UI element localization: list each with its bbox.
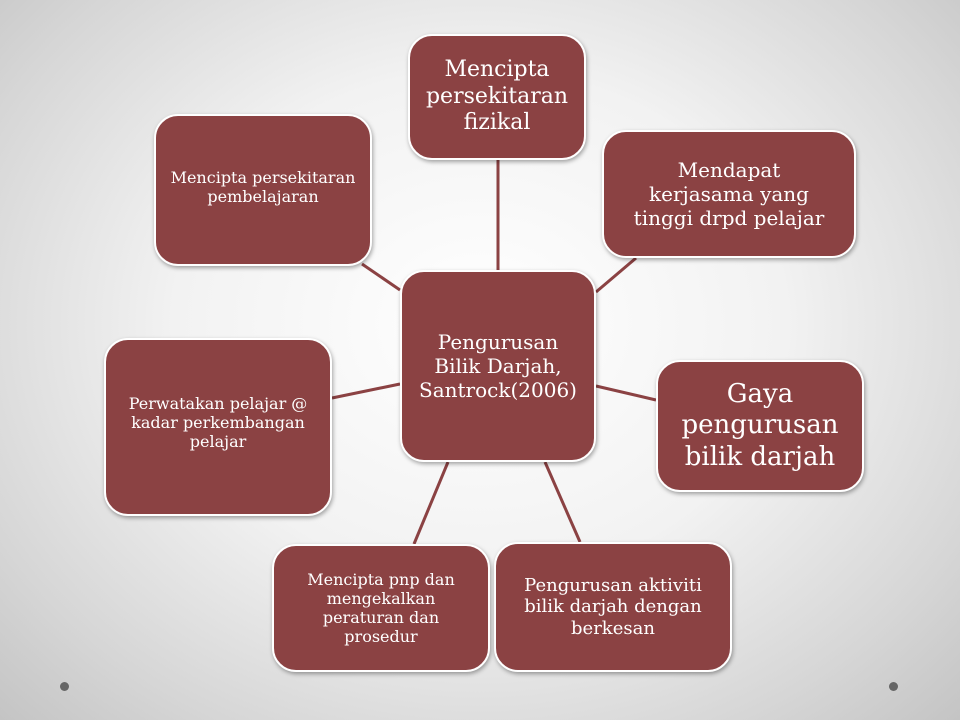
slide-dot-left [60,682,69,691]
node-line: Perwatakan pelajar @ [128,394,308,413]
node-mencipta-pnp [272,544,490,672]
node-line: Mencipta persekitaran [170,168,356,187]
node-line: Mencipta [444,57,550,83]
connector-left [332,384,400,398]
slide-dot-right [889,682,898,691]
node-line: Gaya [726,379,794,410]
node-perwatakan-pelajar [104,338,332,516]
node-gaya-pengurusan [656,360,864,492]
center-line: Bilik Darjah, [434,354,562,378]
node-line: pengurusan [681,410,839,441]
center-node-pengurusan-bilik-darjah [400,270,596,462]
node-line: Pengurusan aktiviti [524,574,702,596]
node-line: bilik darjah dengan [524,596,702,618]
connector-bottom-right [545,462,580,542]
connector-bottom-left [414,462,448,544]
node-line: kadar perkembangan [131,413,305,433]
node-line: peraturan dan [322,608,440,627]
node-line: prosedur [344,627,418,647]
node-line: persekitaran [425,83,569,109]
center-line: Pengurusan [437,330,559,354]
node-line: bilik darjah [684,441,836,472]
connector-right [596,386,656,400]
node-line: tinggi drpd pelajar [633,206,825,230]
node-line: kerjasama yang [649,182,809,206]
node-pengurusan-aktiviti [494,542,732,672]
center-line: Santrock(2006) [419,378,577,402]
node-mencipta-persekitaran-pembelajaran [154,114,372,266]
node-line: fizikal [463,110,531,136]
connector-top-left [362,264,400,290]
node-line: Mendapat [677,158,781,182]
node-line: pelajar [189,432,247,452]
node-mendapat-kerjasama [602,130,856,258]
node-line: pembelajaran [207,187,319,207]
connector-top-right [596,258,636,292]
node-line: mengekalkan [326,588,436,608]
node-mencipta-persekitaran-fizikal [408,34,586,160]
node-line: berkesan [571,617,655,639]
node-line: Mencipta pnp dan [307,569,455,589]
